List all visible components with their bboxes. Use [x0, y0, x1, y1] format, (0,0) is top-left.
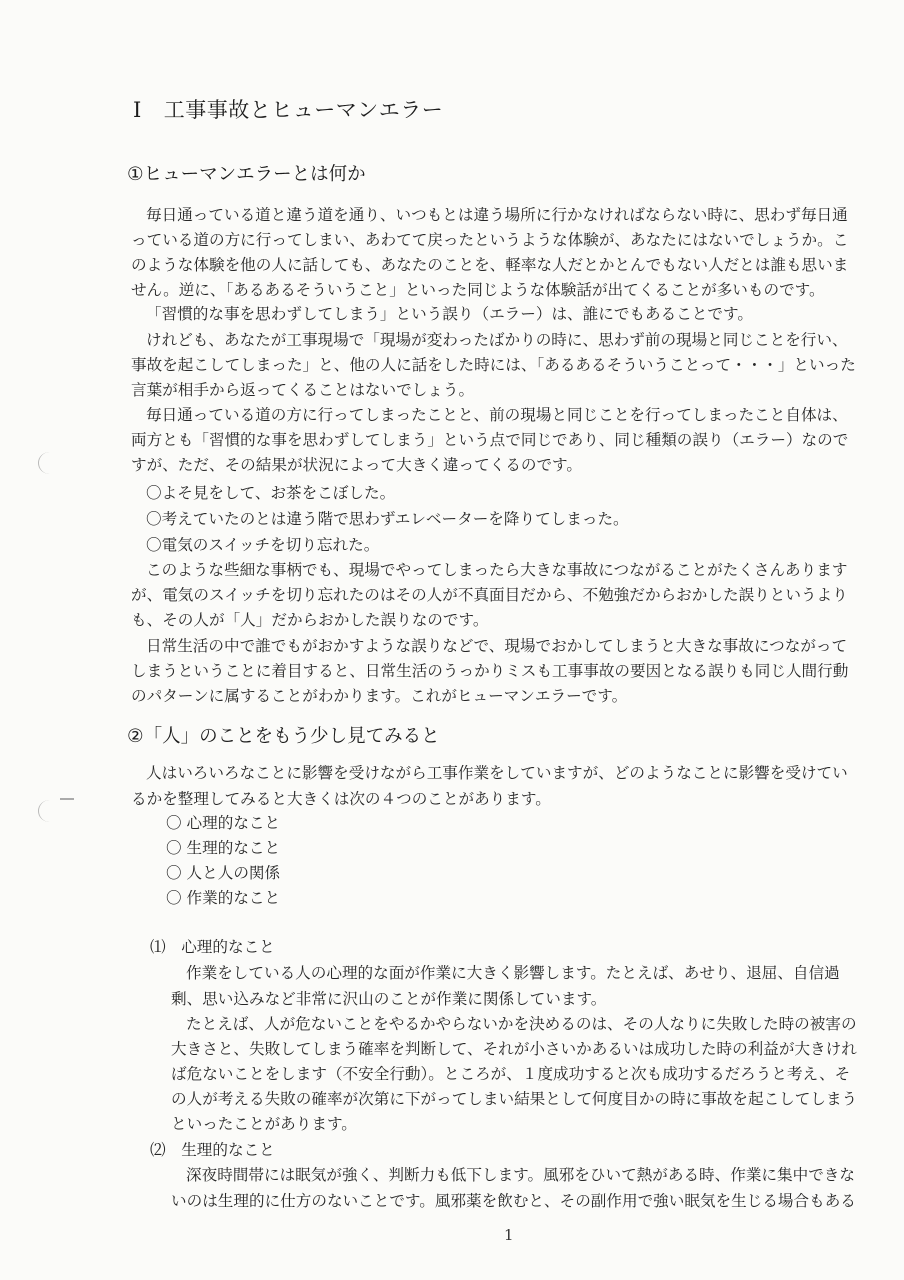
paragraph-line: このような些細な事柄でも、現場でやってしまったら大きな事故につながることがたくさんあります: [146, 561, 848, 579]
example-item: 〇よそ見をして、お茶をこぼした。: [146, 484, 396, 502]
paragraph-line: けれども、あなたが工事現場で「現場が変わったばかりの時に、思わず前の現場と同じことを行い、: [146, 331, 848, 349]
example-item: 〇考えていたのとは違う階で思わずエレベーターを降りてしまった。: [146, 510, 629, 528]
page-title: [133, 94, 443, 124]
list-item: 〇 生理的なこと: [166, 839, 281, 857]
paragraph-line: 人はいろいろなことに影響を受けながら工事作業をしていますが、どのようなことに影響を受けてい: [146, 764, 848, 782]
paragraph-line: 深夜時間帯には眠気が強く、判断力も低下します。風邪をひいて熱がある時、作業に集中できな: [186, 1166, 855, 1184]
paragraph-line: の人が考える失敗の確率が次第に下がってしまい結果として何度目かの時に事故を起こしてしまう: [171, 1090, 858, 1108]
page-number: 1: [504, 1226, 514, 1244]
section1-heading: ①ヒューマンエラーとは何か: [127, 164, 366, 185]
list-item: 〇 人と人の関係: [166, 864, 281, 882]
example-item: 〇電気のスイッチを切り忘れた。: [146, 536, 380, 554]
subsection-heading: ⑴ 心理的なこと: [150, 938, 275, 956]
paragraph-line: も、その人が「人」だからおかした誤りなのです。: [131, 611, 489, 629]
paragraph-line: 両方とも「習慣的な事を思わずしてしまう」という点で同じであり、同じ種類の誤り（エラー）なので: [131, 431, 849, 449]
paragraph-line: 作業をしている人の心理的な面が作業に大きく影響します。たとえば、あせり、退屈、自信過: [186, 964, 840, 982]
title-text: 工事事故とヒューマンエラー: [163, 98, 444, 122]
punch-hole-mark: [38, 800, 61, 822]
paragraph-line: のパターンに属することがわかります。これがヒューマンエラーです。: [131, 687, 628, 705]
punch-hole-mark: [38, 452, 61, 474]
paragraph-line: 大きさと、失敗してしまう確率を判断して、それが小さいかあるいは成功した時の利益が大きけれ: [171, 1040, 857, 1058]
paragraph-line: といったことがあります。: [171, 1115, 357, 1133]
section2-heading: ②「人」のことをもう少し見てみると: [127, 726, 440, 747]
paragraph-line: 日常生活の中で誰でもがおかすような誤りなどで、現場でおかしてしまうと大きな事故につながって: [146, 637, 848, 655]
paragraph-line: いのは生理的に仕方のないことです。風邪薬を飲むと、その副作用で強い眠気を生じる場合もある: [171, 1192, 856, 1210]
paragraph-line: 「習慣的な事を思わずしてしまう」という誤り（エラー）は、誰にでもあることです。: [146, 305, 753, 323]
paragraph-line: 毎日通っている道の方に行ってしまったことと、前の現場と同じことを行ってしまったこと自体は、: [146, 406, 848, 424]
paragraph-line: 剰、思い込みなど非常に沢山のことが作業に関係しています。: [171, 990, 607, 1008]
paragraph-line: せん。逆に、「あるあるそういうこと」といった同じような体験話が出てくることが多いものです。: [131, 281, 825, 299]
paragraph-line: 言葉が相手から返ってくることはないでしょう。: [131, 381, 475, 399]
paragraph-line: 毎日通っている道と違う道を通り、いつもとは違う場所に行かなければならない時に、思わず毎日通: [146, 206, 848, 224]
paragraph-line: が、電気のスイッチを切り忘れたのはその人が不真面目だから、不勉強だからおかした誤りというより: [131, 586, 848, 604]
paragraph-line: るかを整理してみると大きくは次の４つのことがあります。: [131, 790, 551, 808]
title-number: I: [133, 98, 142, 122]
paragraph-line: たとえば、人が危ないことをやるかやらないかを決めるのは、その人なりに失敗した時の被害の: [186, 1015, 857, 1033]
paragraph-line: 事故を起こしてしまった」と、他の人に話をした時には、「あるあるそういうことって・・・」といった: [131, 356, 856, 374]
paragraph-line: しまうということに着目すると、日常生活のうっかりミスも工事事故の要因となる誤りも同じ人間行動: [131, 662, 849, 680]
paragraph-line: のような体験を他の人に話しても、あなたのことを、軽率な人だとかとんでもない人だとは誰も思いま: [131, 256, 849, 274]
paragraph-line: すが、ただ、その結果が状況によって大きく違ってくるのです。: [131, 456, 582, 474]
list-item: 〇 心理的なこと: [166, 814, 281, 832]
subsection-heading: ⑵ 生理的なこと: [150, 1141, 275, 1159]
paragraph-line: っている道の方に行ってしまい、あわてて戻ったというような体験が、あなたにはないでしょうか。こ: [131, 231, 849, 249]
list-item: 〇 作業的なこと: [166, 889, 281, 907]
margin-mark: [60, 798, 74, 800]
paragraph-line: ば危ないことをします（不安全行動）。ところが、１度成功すると次も成功するだろうと考え、そ: [171, 1065, 851, 1083]
